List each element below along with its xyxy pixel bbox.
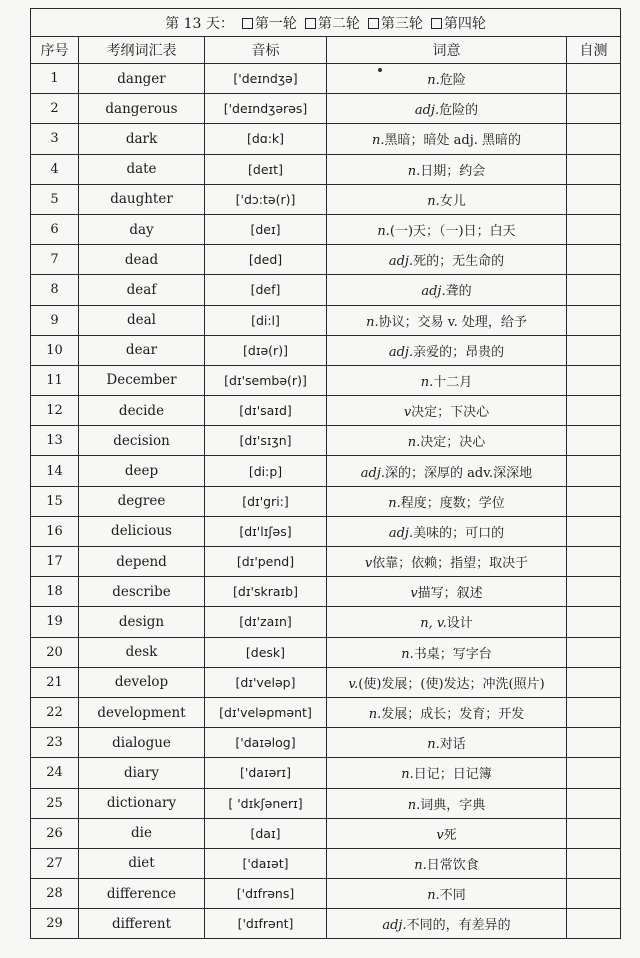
- table-row: [31, 214, 621, 244]
- row-meaning: [327, 365, 567, 395]
- round-4-label: 第四轮: [443, 15, 486, 32]
- row-definition: 发展；成长；发育；开发: [381, 707, 525, 723]
- row-meaning: [327, 396, 567, 426]
- row-phonetic: [dɪ'pend]: [205, 547, 327, 577]
- row-part-of-speech: adj.: [388, 344, 414, 360]
- row-word: deaf: [79, 275, 205, 305]
- row-self-test-cell[interactable]: [567, 758, 621, 788]
- row-definition: 黑暗；暗处 adj. 黑暗的: [384, 133, 522, 149]
- round-2-checkbox[interactable]: [305, 18, 316, 29]
- row-self-test-cell[interactable]: [567, 305, 621, 335]
- row-number: 17: [31, 547, 79, 577]
- row-word: decide: [79, 396, 205, 426]
- row-word: dark: [79, 124, 205, 154]
- row-definition: 决定；下决心: [411, 405, 490, 421]
- row-phonetic: [ded]: [205, 245, 327, 275]
- row-word: degree: [79, 486, 205, 516]
- row-number: 23: [31, 728, 79, 758]
- row-meaning: [327, 486, 567, 516]
- row-word: depend: [79, 547, 205, 577]
- row-part-of-speech: n.: [407, 163, 421, 179]
- row-phonetic: ['dɪfrənt]: [205, 909, 327, 939]
- table-row: [31, 728, 621, 758]
- column-header-word: 考纲词汇表: [79, 37, 205, 64]
- row-self-test-cell[interactable]: [567, 728, 621, 758]
- day-label: 第 13 天：: [165, 15, 234, 32]
- row-definition: 十二月: [433, 374, 473, 390]
- row-word: dangerous: [79, 94, 205, 124]
- row-meaning: [327, 275, 567, 305]
- row-definition: 聋的: [445, 284, 472, 300]
- table-row: [31, 848, 621, 878]
- row-phonetic: ['daɪərɪ]: [205, 758, 327, 788]
- row-phonetic: [ 'dɪkʃənerɪ]: [205, 788, 327, 818]
- row-word: delicious: [79, 516, 205, 546]
- row-part-of-speech: v.: [348, 676, 359, 692]
- row-self-test-cell[interactable]: [567, 396, 621, 426]
- row-number: 14: [31, 456, 79, 486]
- row-self-test-cell[interactable]: [567, 697, 621, 727]
- row-meaning: [327, 667, 567, 697]
- row-definition: 不同: [439, 888, 466, 904]
- row-number: 16: [31, 516, 79, 546]
- row-word: dialogue: [79, 728, 205, 758]
- table-row: [31, 697, 621, 727]
- row-number: 11: [31, 365, 79, 395]
- row-definition: 不同的，有差异的: [406, 918, 511, 934]
- row-part-of-speech: n.: [420, 374, 434, 390]
- row-number: 5: [31, 184, 79, 214]
- row-meaning: [327, 64, 567, 94]
- row-word: diet: [79, 848, 205, 878]
- row-meaning: [327, 305, 567, 335]
- row-definition: 词典，字典: [420, 797, 486, 813]
- row-phonetic: [deɪt]: [205, 154, 327, 184]
- table-row: [31, 94, 621, 124]
- table-row: [31, 275, 621, 305]
- column-header-meaning: 词意: [327, 37, 567, 64]
- row-part-of-speech: n, v.: [420, 616, 447, 632]
- row-self-test-cell[interactable]: [567, 879, 621, 909]
- row-word: design: [79, 607, 205, 637]
- row-word: diary: [79, 758, 205, 788]
- row-self-test-cell[interactable]: [567, 667, 621, 697]
- row-meaning: [327, 758, 567, 788]
- row-part-of-speech: n.: [377, 224, 390, 240]
- row-definition: 描写；叙述: [417, 586, 483, 602]
- column-header-phonetic: 音标: [205, 37, 327, 64]
- row-phonetic: [dɪ'saɪd]: [205, 396, 327, 426]
- row-part-of-speech: adj.: [360, 465, 386, 481]
- table-row: [31, 909, 621, 939]
- row-definition: 日常饮食: [426, 857, 479, 873]
- row-phonetic: [dɪ'veləpmənt]: [205, 697, 327, 727]
- row-part-of-speech: adj.: [414, 103, 440, 119]
- table-row: [31, 607, 621, 637]
- table-row: [31, 154, 621, 184]
- row-self-test-cell[interactable]: [567, 486, 621, 516]
- row-definition: 程度；度数；学位: [400, 495, 505, 511]
- row-part-of-speech: n.: [427, 73, 440, 89]
- column-header-row: [31, 37, 621, 64]
- row-word: dead: [79, 245, 205, 275]
- row-part-of-speech: v: [436, 827, 444, 843]
- row-part-of-speech: n.: [427, 193, 440, 209]
- row-definition: 日记；日记簿: [413, 767, 492, 783]
- row-phonetic: [desk]: [205, 637, 327, 667]
- row-word: decision: [79, 426, 205, 456]
- row-phonetic: [dɪ'zaɪn]: [205, 607, 327, 637]
- row-part-of-speech: adj.: [421, 284, 446, 300]
- row-meaning: [327, 818, 567, 848]
- row-part-of-speech: adj.: [382, 918, 407, 934]
- row-word: deep: [79, 456, 205, 486]
- row-word: development: [79, 697, 205, 727]
- row-self-test-cell[interactable]: [567, 516, 621, 546]
- row-word: develop: [79, 667, 205, 697]
- row-definition: (使)发展；(使)发达；冲洗(照片): [358, 676, 545, 692]
- row-number: 19: [31, 607, 79, 637]
- row-phonetic: ['daɪət]: [205, 848, 327, 878]
- row-definition: 危险: [439, 73, 466, 89]
- table-row: [31, 456, 621, 486]
- day-header: [31, 9, 621, 37]
- row-part-of-speech: n.: [401, 767, 414, 783]
- vocabulary-table: [30, 8, 621, 939]
- row-number: 1: [31, 64, 79, 94]
- row-meaning: [327, 94, 567, 124]
- row-definition: 决定；决心: [420, 435, 486, 451]
- table-row: [31, 637, 621, 667]
- table-row: [31, 577, 621, 607]
- table-row: [31, 124, 621, 154]
- table-row: [31, 788, 621, 818]
- row-phonetic: ['dɔ:tə(r)]: [205, 184, 327, 214]
- row-definition: 日期；约会: [420, 163, 486, 179]
- row-number: 20: [31, 637, 79, 667]
- row-self-test-cell[interactable]: [567, 335, 621, 365]
- table-row: [31, 365, 621, 395]
- row-phonetic: ['dɪfrəns]: [205, 879, 327, 909]
- row-self-test-cell[interactable]: [567, 124, 621, 154]
- row-phonetic: ['deɪndʒərəs]: [205, 94, 327, 124]
- row-word: daughter: [79, 184, 205, 214]
- row-self-test-cell[interactable]: [567, 365, 621, 395]
- row-meaning: [327, 577, 567, 607]
- round-1-checkbox[interactable]: [242, 18, 253, 29]
- row-self-test-cell[interactable]: [567, 214, 621, 244]
- row-definition: 设计: [446, 616, 473, 632]
- row-number: 29: [31, 909, 79, 939]
- table-row: [31, 184, 621, 214]
- row-part-of-speech: adj.: [388, 525, 414, 541]
- row-part-of-speech: v: [364, 556, 373, 572]
- row-self-test-cell[interactable]: [567, 154, 621, 184]
- row-number: 26: [31, 818, 79, 848]
- row-number: 10: [31, 335, 79, 365]
- row-phonetic: [dɪ'lɪʃəs]: [205, 516, 327, 546]
- row-part-of-speech: n.: [427, 737, 440, 753]
- row-meaning: [327, 184, 567, 214]
- row-number: 15: [31, 486, 79, 516]
- row-word: date: [79, 154, 205, 184]
- row-meaning: [327, 516, 567, 546]
- row-definition: 死的；无生命的: [413, 254, 505, 270]
- row-definition: 书桌；写字台: [413, 646, 492, 662]
- row-number: 12: [31, 396, 79, 426]
- row-number: 21: [31, 667, 79, 697]
- row-self-test-cell[interactable]: [567, 637, 621, 667]
- row-phonetic: [dɪ'sembə(r)]: [205, 365, 327, 395]
- table-row: [31, 64, 621, 94]
- row-phonetic: [dɑ:k]: [205, 124, 327, 154]
- row-number: 2: [31, 94, 79, 124]
- row-part-of-speech: v: [403, 405, 412, 421]
- table-row: [31, 758, 621, 788]
- table-row: [31, 516, 621, 546]
- row-phonetic: [daɪ]: [205, 818, 327, 848]
- row-self-test-cell[interactable]: [567, 64, 621, 94]
- row-word: danger: [79, 64, 205, 94]
- row-phonetic: [def]: [205, 275, 327, 305]
- row-phonetic: [dɪ'gri:]: [205, 486, 327, 516]
- round-1-label: 第一轮: [254, 15, 297, 32]
- row-phonetic: [dɪ'skraɪb]: [205, 577, 327, 607]
- row-meaning: [327, 214, 567, 244]
- row-self-test-cell[interactable]: [567, 848, 621, 878]
- row-definition: 死: [443, 827, 457, 843]
- row-phonetic: [dɪə(r)]: [205, 335, 327, 365]
- row-part-of-speech: n.: [427, 888, 440, 904]
- row-phonetic: ['daɪəlog]: [205, 728, 327, 758]
- row-part-of-speech: n.: [388, 495, 401, 511]
- table-row: [31, 245, 621, 275]
- row-number: 25: [31, 788, 79, 818]
- row-meaning: [327, 637, 567, 667]
- table-row: [31, 396, 621, 426]
- row-definition: (一)天；（一)日；白天: [389, 224, 516, 240]
- ink-speck: [378, 68, 382, 72]
- row-phonetic: [dɪ'sɪʒn]: [205, 426, 327, 456]
- row-meaning: [327, 697, 567, 727]
- row-part-of-speech: n.: [414, 857, 427, 873]
- row-definition: 依靠；依赖；指望；取决于: [372, 556, 529, 572]
- round-4-checkbox[interactable]: [431, 18, 442, 29]
- row-number: 24: [31, 758, 79, 788]
- row-word: dear: [79, 335, 205, 365]
- row-word: different: [79, 909, 205, 939]
- row-self-test-cell[interactable]: [567, 547, 621, 577]
- row-word: deal: [79, 305, 205, 335]
- round-3-checkbox[interactable]: [368, 18, 379, 29]
- row-meaning: [327, 848, 567, 878]
- row-part-of-speech: n.: [407, 797, 421, 813]
- row-number: 3: [31, 124, 79, 154]
- row-number: 22: [31, 697, 79, 727]
- row-meaning: [327, 728, 567, 758]
- row-self-test-cell[interactable]: [567, 245, 621, 275]
- row-number: 6: [31, 214, 79, 244]
- column-header-no: 序号: [31, 37, 79, 64]
- row-phonetic: [di:p]: [205, 456, 327, 486]
- row-self-test-cell[interactable]: [567, 788, 621, 818]
- row-definition: 危险的: [439, 103, 479, 119]
- row-phonetic: [deɪ]: [205, 214, 327, 244]
- row-meaning: [327, 456, 567, 486]
- row-definition: 女儿: [439, 193, 466, 209]
- row-word: day: [79, 214, 205, 244]
- table-row: [31, 305, 621, 335]
- row-meaning: [327, 124, 567, 154]
- row-phonetic: [dɪ'veləp]: [205, 667, 327, 697]
- row-part-of-speech: v: [410, 586, 418, 602]
- row-part-of-speech: n.: [366, 314, 379, 330]
- row-meaning: [327, 788, 567, 818]
- vocabulary-sheet: [30, 8, 620, 951]
- row-meaning: [327, 607, 567, 637]
- row-meaning: [327, 909, 567, 939]
- row-word: difference: [79, 879, 205, 909]
- row-part-of-speech: adj.: [388, 254, 414, 270]
- row-part-of-speech: n.: [368, 707, 382, 723]
- row-number: 4: [31, 154, 79, 184]
- row-definition: 美味的；可口的: [413, 525, 505, 541]
- vocabulary-rows: [31, 64, 621, 939]
- row-number: 7: [31, 245, 79, 275]
- row-self-test-cell[interactable]: [567, 607, 621, 637]
- table-row: [31, 335, 621, 365]
- row-self-test-cell[interactable]: [567, 184, 621, 214]
- row-self-test-cell[interactable]: [567, 909, 621, 939]
- row-part-of-speech: n.: [401, 646, 414, 662]
- table-row: [31, 667, 621, 697]
- row-phonetic: [di:l]: [205, 305, 327, 335]
- row-meaning: [327, 154, 567, 184]
- row-word: desk: [79, 637, 205, 667]
- row-self-test-cell[interactable]: [567, 577, 621, 607]
- column-header-self-test: 自测: [567, 37, 621, 64]
- row-meaning: [327, 245, 567, 275]
- row-number: 9: [31, 305, 79, 335]
- row-word: die: [79, 818, 205, 848]
- row-number: 13: [31, 426, 79, 456]
- row-self-test-cell[interactable]: [567, 275, 621, 305]
- round-2-label: 第二轮: [317, 15, 360, 32]
- table-row: [31, 818, 621, 848]
- row-word: describe: [79, 577, 205, 607]
- day-header-row: [31, 9, 621, 37]
- row-meaning: [327, 335, 567, 365]
- table-row: [31, 426, 621, 456]
- row-self-test-cell[interactable]: [567, 94, 621, 124]
- row-meaning: [327, 879, 567, 909]
- table-row: [31, 879, 621, 909]
- row-word: dictionary: [79, 788, 205, 818]
- table-row: [31, 486, 621, 516]
- row-meaning: [327, 547, 567, 577]
- row-part-of-speech: n.: [371, 133, 385, 149]
- row-phonetic: ['deɪndʒə]: [205, 64, 327, 94]
- row-self-test-cell[interactable]: [567, 456, 621, 486]
- row-number: 27: [31, 848, 79, 878]
- table-row: [31, 547, 621, 577]
- row-number: 18: [31, 577, 79, 607]
- row-definition: 深的；深厚的 adv.深深地: [385, 465, 533, 481]
- row-number: 8: [31, 275, 79, 305]
- row-word: December: [79, 365, 205, 395]
- row-meaning: [327, 426, 567, 456]
- row-definition: 对话: [439, 737, 466, 753]
- row-definition: 亲爱的；昂贵的: [413, 344, 505, 360]
- row-self-test-cell[interactable]: [567, 426, 621, 456]
- row-self-test-cell[interactable]: [567, 818, 621, 848]
- row-part-of-speech: n.: [407, 435, 421, 451]
- row-definition: 协议；交易 v. 处理，给予: [378, 314, 527, 330]
- row-number: 28: [31, 879, 79, 909]
- round-3-label: 第三轮: [380, 15, 423, 32]
